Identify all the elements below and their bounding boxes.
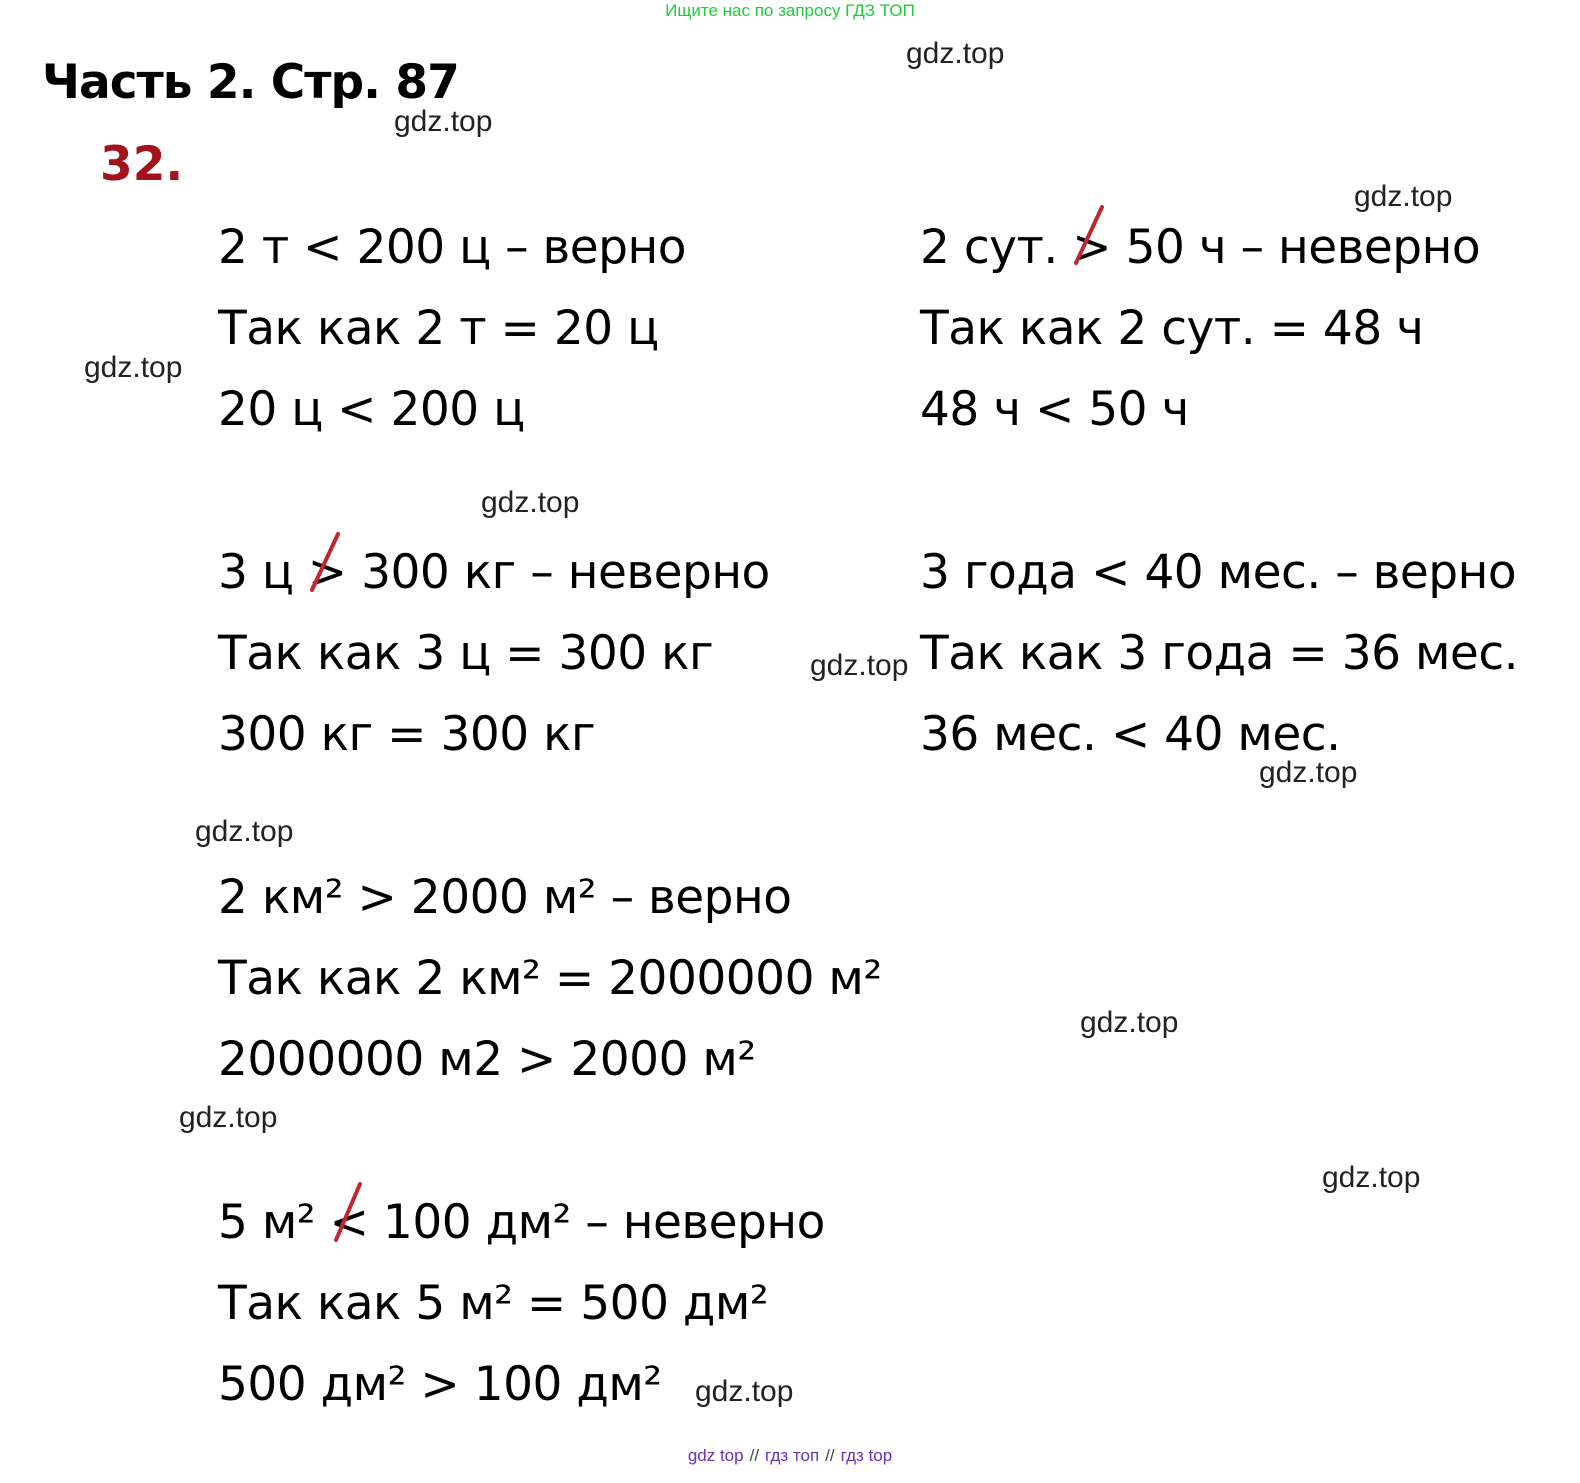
answer-block-4 [920, 532, 1518, 775]
explanation-line: Так как 2 сут. = 48 ч [920, 301, 1424, 356]
statement-line: 2 км² > 2000 м² – верно [218, 857, 882, 938]
strike-mark-icon [304, 528, 344, 594]
watermark: gdz.top [1354, 180, 1453, 213]
footer-link[interactable]: гдз top [840, 1446, 893, 1465]
statement-line: 3 года < 40 мес. – верно [920, 532, 1518, 613]
footer-separator: // [749, 1446, 760, 1465]
comparison-line: 20 ц < 200 ц [218, 382, 525, 437]
comparison-line: 48 ч < 50 ч [920, 382, 1189, 437]
answer-block-3 [218, 532, 770, 775]
footer [0, 1444, 1580, 1468]
strike-mark-icon [1068, 203, 1108, 269]
strike-mark-icon [326, 1178, 366, 1244]
relation-sign: < [1091, 545, 1130, 600]
watermark: gdz.top [481, 486, 580, 519]
relation-sign: < [303, 220, 343, 275]
watermark: gdz.top [394, 105, 493, 138]
comparison-line: 36 мес. < 40 мес. [920, 707, 1341, 762]
explanation-line: Так как 3 года = 36 мес. [920, 626, 1519, 681]
relation-sign: > [357, 870, 397, 925]
task-number: 32. [100, 137, 184, 192]
answer-block-2 [920, 207, 1480, 450]
page-title: Часть 2. Стр. 87 [42, 55, 459, 110]
statement-line: 3 ц > 300 кг – неверно [218, 532, 770, 613]
crossed-relation-sign: > [308, 532, 347, 613]
watermark: gdz.top [695, 1375, 794, 1408]
footer-link[interactable]: гдз топ [765, 1446, 820, 1465]
watermark: gdz.top [810, 649, 909, 682]
watermark: gdz.top [1080, 1006, 1179, 1039]
explanation-line: Так как 2 км² = 2000000 м² [218, 951, 882, 1006]
statement-line: 5 м² < 100 дм² – неверно [218, 1182, 825, 1263]
watermark: gdz.top [906, 37, 1005, 70]
watermark: gdz.top [195, 815, 294, 848]
explanation-line: Так как 2 т = 20 ц [218, 301, 659, 356]
watermark: gdz.top [179, 1101, 278, 1134]
top-banner: Ищите нас по запросу ГДЗ ТОП [665, 1, 915, 20]
watermark: gdz.top [1322, 1161, 1421, 1194]
crossed-relation-sign: < [330, 1182, 369, 1263]
explanation-line: Так как 5 м² = 500 дм² [218, 1276, 769, 1331]
comparison-line: 2000000 м2 > 2000 м² [218, 1032, 756, 1087]
watermark: gdz.top [1259, 756, 1358, 789]
footer-separator: // [825, 1446, 835, 1465]
statement-line: 2 сут. > 50 ч – неверно [920, 207, 1480, 288]
comparison-line: 500 дм² > 100 дм² [218, 1357, 662, 1412]
statement-line: 2 т < 200 ц – верно [218, 207, 686, 288]
comparison-line: 300 кг = 300 кг [218, 707, 596, 762]
watermark: gdz.top [84, 351, 183, 384]
footer-link[interactable]: gdz top [687, 1446, 744, 1465]
answer-block-5 [218, 857, 882, 1100]
explanation-line: Так как 3 ц = 300 кг [218, 626, 714, 681]
answer-block-1 [218, 207, 686, 450]
crossed-relation-sign: > [1072, 207, 1111, 288]
